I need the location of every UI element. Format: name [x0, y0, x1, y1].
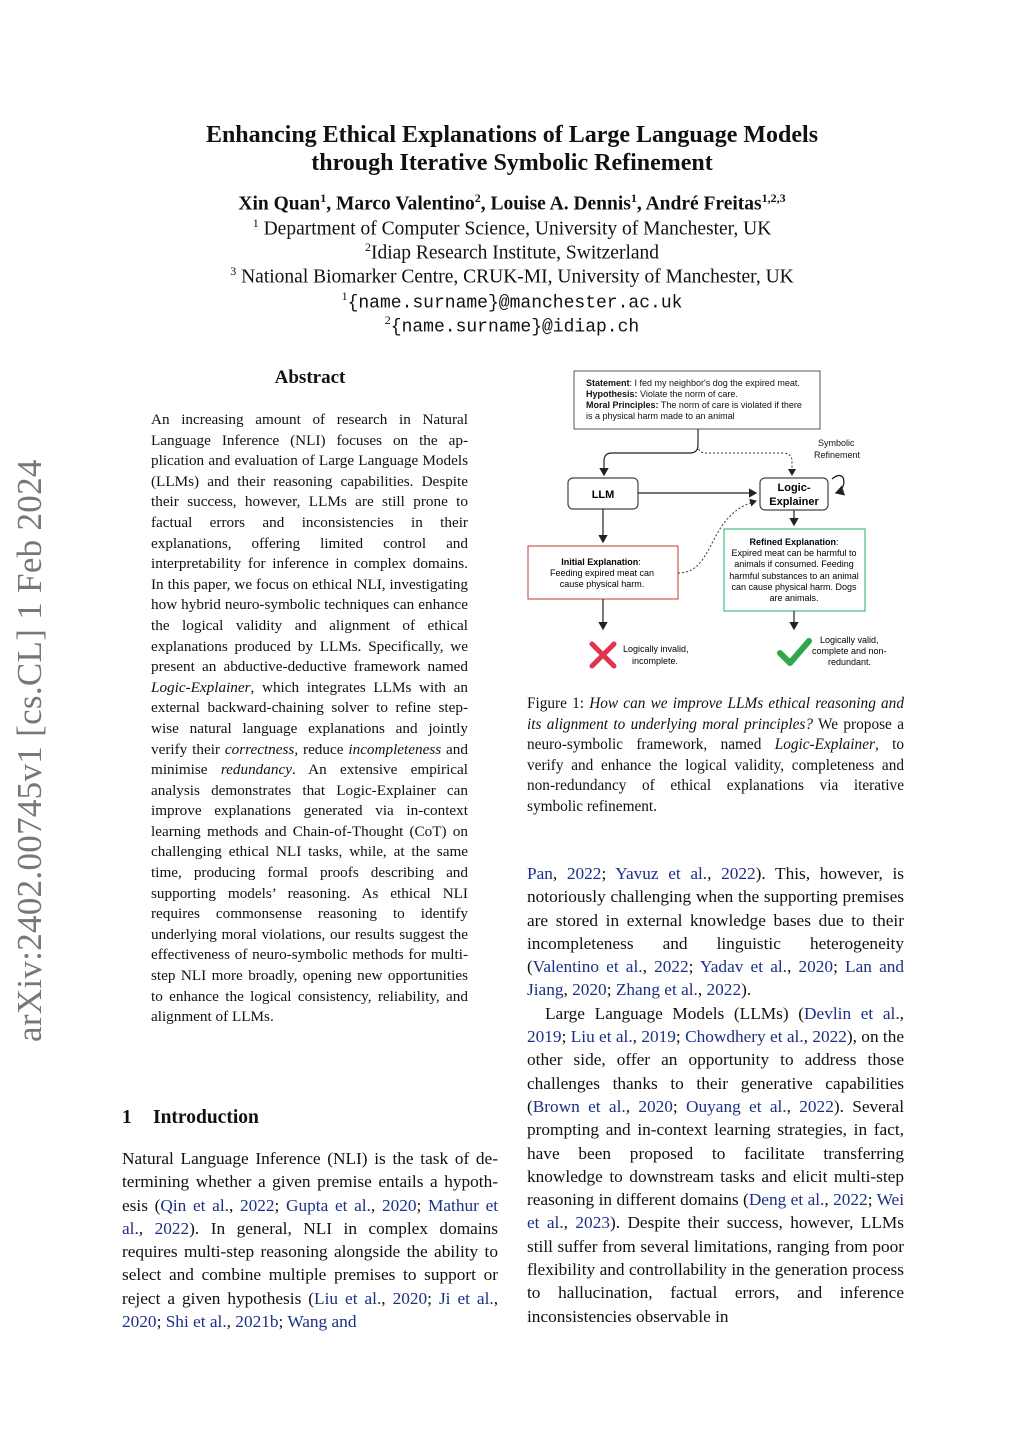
svg-text:animals if consumed. Feeding: animals if consumed. Feeding [734, 559, 854, 569]
svg-text:redundant.: redundant. [828, 657, 872, 667]
citation-link[interactable]: 2022 [566, 864, 602, 883]
svg-text:Refined Explanation:: Refined Explanation: [749, 537, 839, 547]
svg-text:Logically valid,: Logically valid, [820, 635, 879, 645]
svg-text:Symbolic: Symbolic [818, 438, 855, 448]
citation-link[interactable]: 2022 [812, 1027, 847, 1047]
cross-icon [592, 644, 614, 666]
arrow-statement-to-logic [698, 429, 792, 475]
citation-link[interactable]: 2020 [392, 1288, 428, 1308]
paragraph: Large Language Models (LLMs) (Devlin et al., 2019; Liu et al., 2019; Chowdhery et al., 2022), on the other side, offer an opportunity to address those challenges thanks to their generative capabilities (Brown et al., 2020; Ouyang et al., 2022). Several prompting and in-context learning strategies, in fact, have been proposed to facilitate transferring knowledge to downstream tasks and elicit multi-step reasoning in different domains (Deng et al., 2022; Wei et al., 2023). Despite their success, however, LLMs still suffer from several limitations, ranging from poor flexibility and controllability in the generation process to hallucination, factual errors, and inference inconsistencies observable in [527, 1003, 905, 1326]
citation-link[interactable]: Liu et al. [570, 1027, 633, 1047]
citation-link[interactable]: 2022 [654, 957, 689, 977]
svg-text:Statement: I fed my neighbor's: Statement: I fed my neighbor's dog the expired meat. [586, 378, 800, 388]
citation-link[interactable]: Wang and [287, 1312, 357, 1332]
author-name: André Freitas [645, 193, 762, 215]
svg-text:Hypothesis: Violate the norm o: Hypothesis: Violate the norm of care. [586, 389, 738, 399]
abstract-body: An increasing amount of research in Natural Language Inference (NLI) focuses on the application and evaluation of Large Language Models (LLMs) and their reasoning capabilities. Despite their success, however, LLMs are still prone to factual errors and inconsistencies in their explanations, offering limited control and interpretability for inference in complex domains. In this paper, we focus on ethical NLI, investigating how hybrid neuro-symbolic techniques can enhance the logical validity and alignment of ethical explanations produced by LLMs. Specifically, we present an abductive-deductive framework named Logic-Explainer, which integrates LLMs with an external backward-chaining solver to refine step-wise natural language explanations and jointly verify their correctness, reduce incompleteness and minimise redundancy. An extensive empirical analysis demonstrates that Logic-Explainer can improve explanations generated via in-context learning methods and Chain-of-Thought (CoT) on challenging ethical NLI tasks, while, at the same time, producing formal proofs describing and supporting models’ reasoning. As ethical NLI requires commonsense reasoning to identify underlying moral violations, our results suggest the effectiveness of neuro-symbolic methods for multi-step NLI more broadly, opening new opportunities to enhance the logical consistency, reliability, and alignment of LLMs. [151, 411, 468, 1026]
citation-link[interactable]: 2023 [575, 1213, 610, 1233]
citation-link[interactable]: 2020 [638, 1096, 673, 1116]
citation-link[interactable]: Brown et al. [532, 1096, 626, 1116]
author-name: Marco Valentino [335, 193, 475, 215]
citation-link[interactable]: Lan and Jiang [527, 957, 905, 1000]
svg-text:Feeding expired meat can: Feeding expired meat can [549, 568, 655, 578]
email: $^2${name.surname}@idiap.ch [384, 313, 640, 338]
citation-link[interactable]: 2020 [122, 1312, 157, 1332]
citation-link[interactable]: 2022 [706, 980, 742, 1000]
author-name: Xin Quan [238, 193, 321, 215]
svg-text:Expired meat can be harmful to: Expired meat can be harmful to [731, 548, 857, 558]
citation-link[interactable]: Yadav et al. [700, 957, 787, 977]
svg-text:Logic-: Logic- [777, 482, 811, 494]
citation-link[interactable]: 2020 [572, 980, 607, 1000]
citation-link[interactable]: 2020 [381, 1195, 417, 1215]
citation-link[interactable]: Gupta et al. [286, 1195, 371, 1215]
intro-paragraph: Natural Language Inference (NLI) is the task of determining whether a given premise entails a hypothesis (Qin et al., 2022; Gupta et al., 2020; Mathur et al., 2022). In general, NLI in complex domains requires multi-step reasoning alongside the ability to select and combine multiple premises to support or reject a given hypothesis (Liu et al., 2020; Ji et al., 2020; Shi et al., 2021b; Wang and [122, 1149, 499, 1332]
figure-1-caption: Figure 1: How can we improve LLMs ethical reasoning and its alignment to underlying moral principles? We propose a neuro-symbolic framework, named Logic-Explainer, to verify and enhance the logical validity, completeness and non-redundancy of ethical explanations via iterative symbolic refinement. [527, 695, 904, 815]
section-heading-introduction: 1 Introduction [122, 1107, 259, 1128]
svg-text:cause physical harm.: cause physical harm. [559, 579, 645, 589]
citation-link[interactable]: 2019 [527, 1027, 562, 1047]
citation-link[interactable]: Mathur et al. [122, 1195, 499, 1238]
svg-text:complete and non-: complete and non- [812, 646, 887, 656]
author-name: Louise A. Dennis [490, 193, 631, 215]
svg-text:are animals.: are animals. [769, 593, 819, 603]
arrow-statement-to-llm [604, 429, 698, 475]
author-list: Xin Quan$^1$, Marco Valentino$^2$, Louise A. Dennis$^1$, André Freitas$^{1,2,3}$ [238, 191, 786, 215]
citation-link[interactable]: Wei et al. [527, 1190, 905, 1233]
svg-text:Explainer: Explainer [769, 496, 819, 508]
citation-link[interactable]: 2019 [641, 1027, 676, 1047]
citation-link[interactable]: 2022 [799, 1096, 834, 1116]
svg-text:Initial Explanation:: Initial Explanation: [561, 557, 641, 567]
right-column-text [527, 862, 904, 1328]
citation-link[interactable]: Yavuz et al. [615, 864, 708, 883]
citation-link[interactable]: Ouyang et al. [686, 1096, 787, 1116]
citation-link[interactable]: Deng et al. [748, 1190, 825, 1210]
figure-1-diagram [520, 365, 912, 685]
citation-link[interactable]: Zhang et al. [615, 980, 698, 1000]
svg-text:incomplete.: incomplete. [632, 656, 679, 666]
svg-text:can cause physical harm. Dogs: can cause physical harm. Dogs [731, 582, 857, 592]
citation-link[interactable]: 2020 [798, 957, 834, 977]
citation-link[interactable]: Pan [527, 864, 553, 883]
affiliation: $^3$ National Biomarker Centre, CRUK-MI, University of Manchester, UK [230, 264, 794, 288]
paper-title-line-2: through Iterative Symbolic Refinement [311, 150, 713, 176]
email: $^1${name.surname}@manchester.ac.uk [341, 289, 683, 314]
svg-text:is a physical harm made to an: is a physical harm made to an animal [586, 411, 735, 421]
citation-link[interactable]: Ji et al. [438, 1288, 494, 1308]
affiliation: $^1$ Department of Computer Science, University of Manchester, UK [252, 216, 772, 240]
paragraph: Pan, 2022; Yavuz et al., 2022). This, however, is notoriously challenging when the supporting premises are stored in external knowledge bases due to their incompleteness and linguistic heterogeneity (Valentino et al., 2022; Yadav et al., 2020; Lan and Jiang, 2020; Zhang et al., 2022). [527, 864, 905, 1000]
svg-text:LLM: LLM [591, 489, 615, 501]
citation-link[interactable]: 2021b [235, 1312, 279, 1332]
svg-text:Moral Principles: The norm of: Moral Principles: The norm of care is violated if there [586, 400, 802, 410]
citation-link[interactable]: Valentino et al. [532, 957, 643, 977]
citation-link[interactable]: 2022 [833, 1190, 868, 1210]
arxiv-identifier: arXiv:2402.00745v1 [cs.CL] 1 Feb 2024 [10, 459, 49, 1042]
citation-link[interactable]: Shi et al. [165, 1312, 227, 1332]
affiliation: $^2$Idiap Research Institute, Switzerland [364, 240, 660, 264]
svg-text:harmful substances to an anima: harmful substances to an animal [729, 571, 859, 581]
citation-link[interactable]: Chowdhery et al. [685, 1027, 804, 1047]
abstract-heading: Abstract [274, 367, 346, 388]
citation-link[interactable]: Qin et al. [160, 1195, 229, 1215]
citation-link[interactable]: 2022 [239, 1195, 275, 1215]
citation-link[interactable]: 2022 [154, 1218, 190, 1238]
paper-title-line-1: Enhancing Ethical Explanations of Large Language Models [205, 122, 819, 148]
citation-link[interactable]: 2022 [721, 864, 756, 883]
svg-text:Refinement: Refinement [814, 450, 861, 460]
check-icon [780, 641, 809, 663]
citation-link[interactable]: Liu et al. [314, 1288, 382, 1308]
citation-link[interactable]: Devlin et al. [804, 1003, 900, 1023]
refinement-loop-arrow [832, 475, 844, 493]
svg-text:Logically invalid,: Logically invalid, [623, 644, 689, 654]
